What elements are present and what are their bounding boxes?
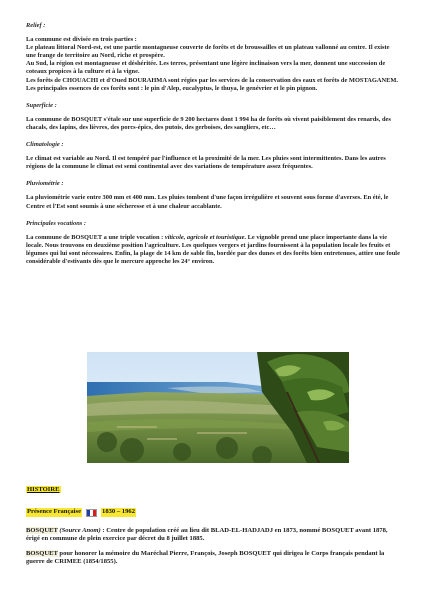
superficie-text: La commune de BOSQUET s'étale sur une superficie de 9 200 hectares dont 1 994 ha de forêts où vivent paisiblement des renards, des chacals, des lapins, des lièvres, des porcs-épics, des putois, des gerboises, des sangliers, etc… — [26, 115, 391, 131]
landscape-photo — [87, 352, 349, 463]
bosquet-creation-text: : Centre de population créé au lieu dit BLAD-EL-HADJADJ en 1873, nommé BOSQUET avant 1878, érigé en commune de plein exercice par décret du 8 juillet 1885. — [26, 526, 388, 543]
pluviometrie-text: La pluviométrie varie entre 300 mm et 400 mm. Les pluies tombent d'une façon irrégulière et souvent sous forme d'averses. En été, le Centre et l'Est sont soumis à une sécheresse et à une chaleur accablante. — [26, 194, 389, 210]
vocations-text-b: . Le vignoble prend une place importante dans la vie locale. Nous trouvons en deuxième position l'agriculture. Les quelques vergers et jardins fournissent à la population locale les fruits et légumes qui lui sont nécessaires. Enfin, la plage de 14 km de sable fin, bordée par des dunes et des forêts bien entretenues, attire une foule considérable d'estivants dès que le mercure approche les 24° environ. — [26, 233, 400, 265]
presence-years: 1830 – 1962 — [102, 508, 135, 516]
climatologie-text: Le climat est variable au Nord. Il est tempéré par l'influence et la proximité de la mer. Les pluies sont intermittentes. Dans les autres régions de la commune le climat est semi continental avec des variations de température assez fréquentes. — [26, 155, 386, 171]
presence-francaise-row — [26, 508, 400, 516]
bosquet-honneur-paragraph — [26, 550, 400, 567]
heading-superficie: Superficie : — [26, 101, 57, 109]
section-vocations — [26, 220, 400, 266]
section-pluviometrie — [26, 180, 400, 210]
bosquet-name-2: BOSQUET — [26, 549, 58, 557]
heading-relief: Relief : — [26, 22, 46, 29]
heading-climatologie: Climatologie : — [26, 141, 64, 149]
vocations-text — [26, 234, 400, 266]
section-histoire — [26, 486, 400, 566]
vocations-text-a: La commune de BOSQUET a une triple vocation : — [26, 233, 165, 241]
section-relief — [26, 22, 400, 93]
relief-forets: Les forêts de CHOUACHI et d'Oued BOURAHMA sont régies par les services de la conservation des eaux et forêts de MOSTAGANEM. Les principales essences de ces forêts sont : le pin d'Alep, eucalyptus, le thuya, le genévrier et le pin pignon. — [26, 76, 398, 92]
heading-histoire: HISTOIRE — [27, 486, 60, 493]
heading-vocations: Principales vocations : — [26, 219, 86, 227]
relief-plateau: Le plateau littoral Nord-est, est une partie montagneuse couverte de forêts et de broussailles et un plateau vallonné au centre. Il existe une frange de territoire au Nord, riche et prospère. — [26, 44, 390, 60]
section-climatologie — [26, 141, 400, 171]
histoire-heading-row — [26, 486, 400, 494]
relief-sud: Au Sud, la région est montagneuse et déshéritée. Les terres, présentant une légère inclinaison vers la mer, donnent une succession de coteaux propices à la culture et à la vigne. — [26, 60, 386, 76]
heading-pluviometrie: Pluviométrie : — [26, 180, 64, 188]
source-anom: (Source Anom) — [59, 526, 101, 534]
relief-intro: La commune est divisée en trois parties : — [26, 36, 137, 44]
bosquet-name-1: BOSQUET — [26, 526, 58, 534]
presence-label: Présence Française — [27, 508, 82, 516]
bosquet-honneur-text: pour honorer la mémoire du Maréchal Pierre, François, Joseph BOSQUET qui dirigea le Corps français pendant la guerre de CRIMEE (1854/1855). — [26, 549, 385, 566]
document-page — [26, 22, 400, 275]
vocations-emphasis: viticole, agricole et touristique — [164, 233, 245, 241]
section-superficie — [26, 102, 400, 132]
french-flag-icon — [86, 509, 97, 517]
bosquet-creation-paragraph — [26, 527, 400, 544]
